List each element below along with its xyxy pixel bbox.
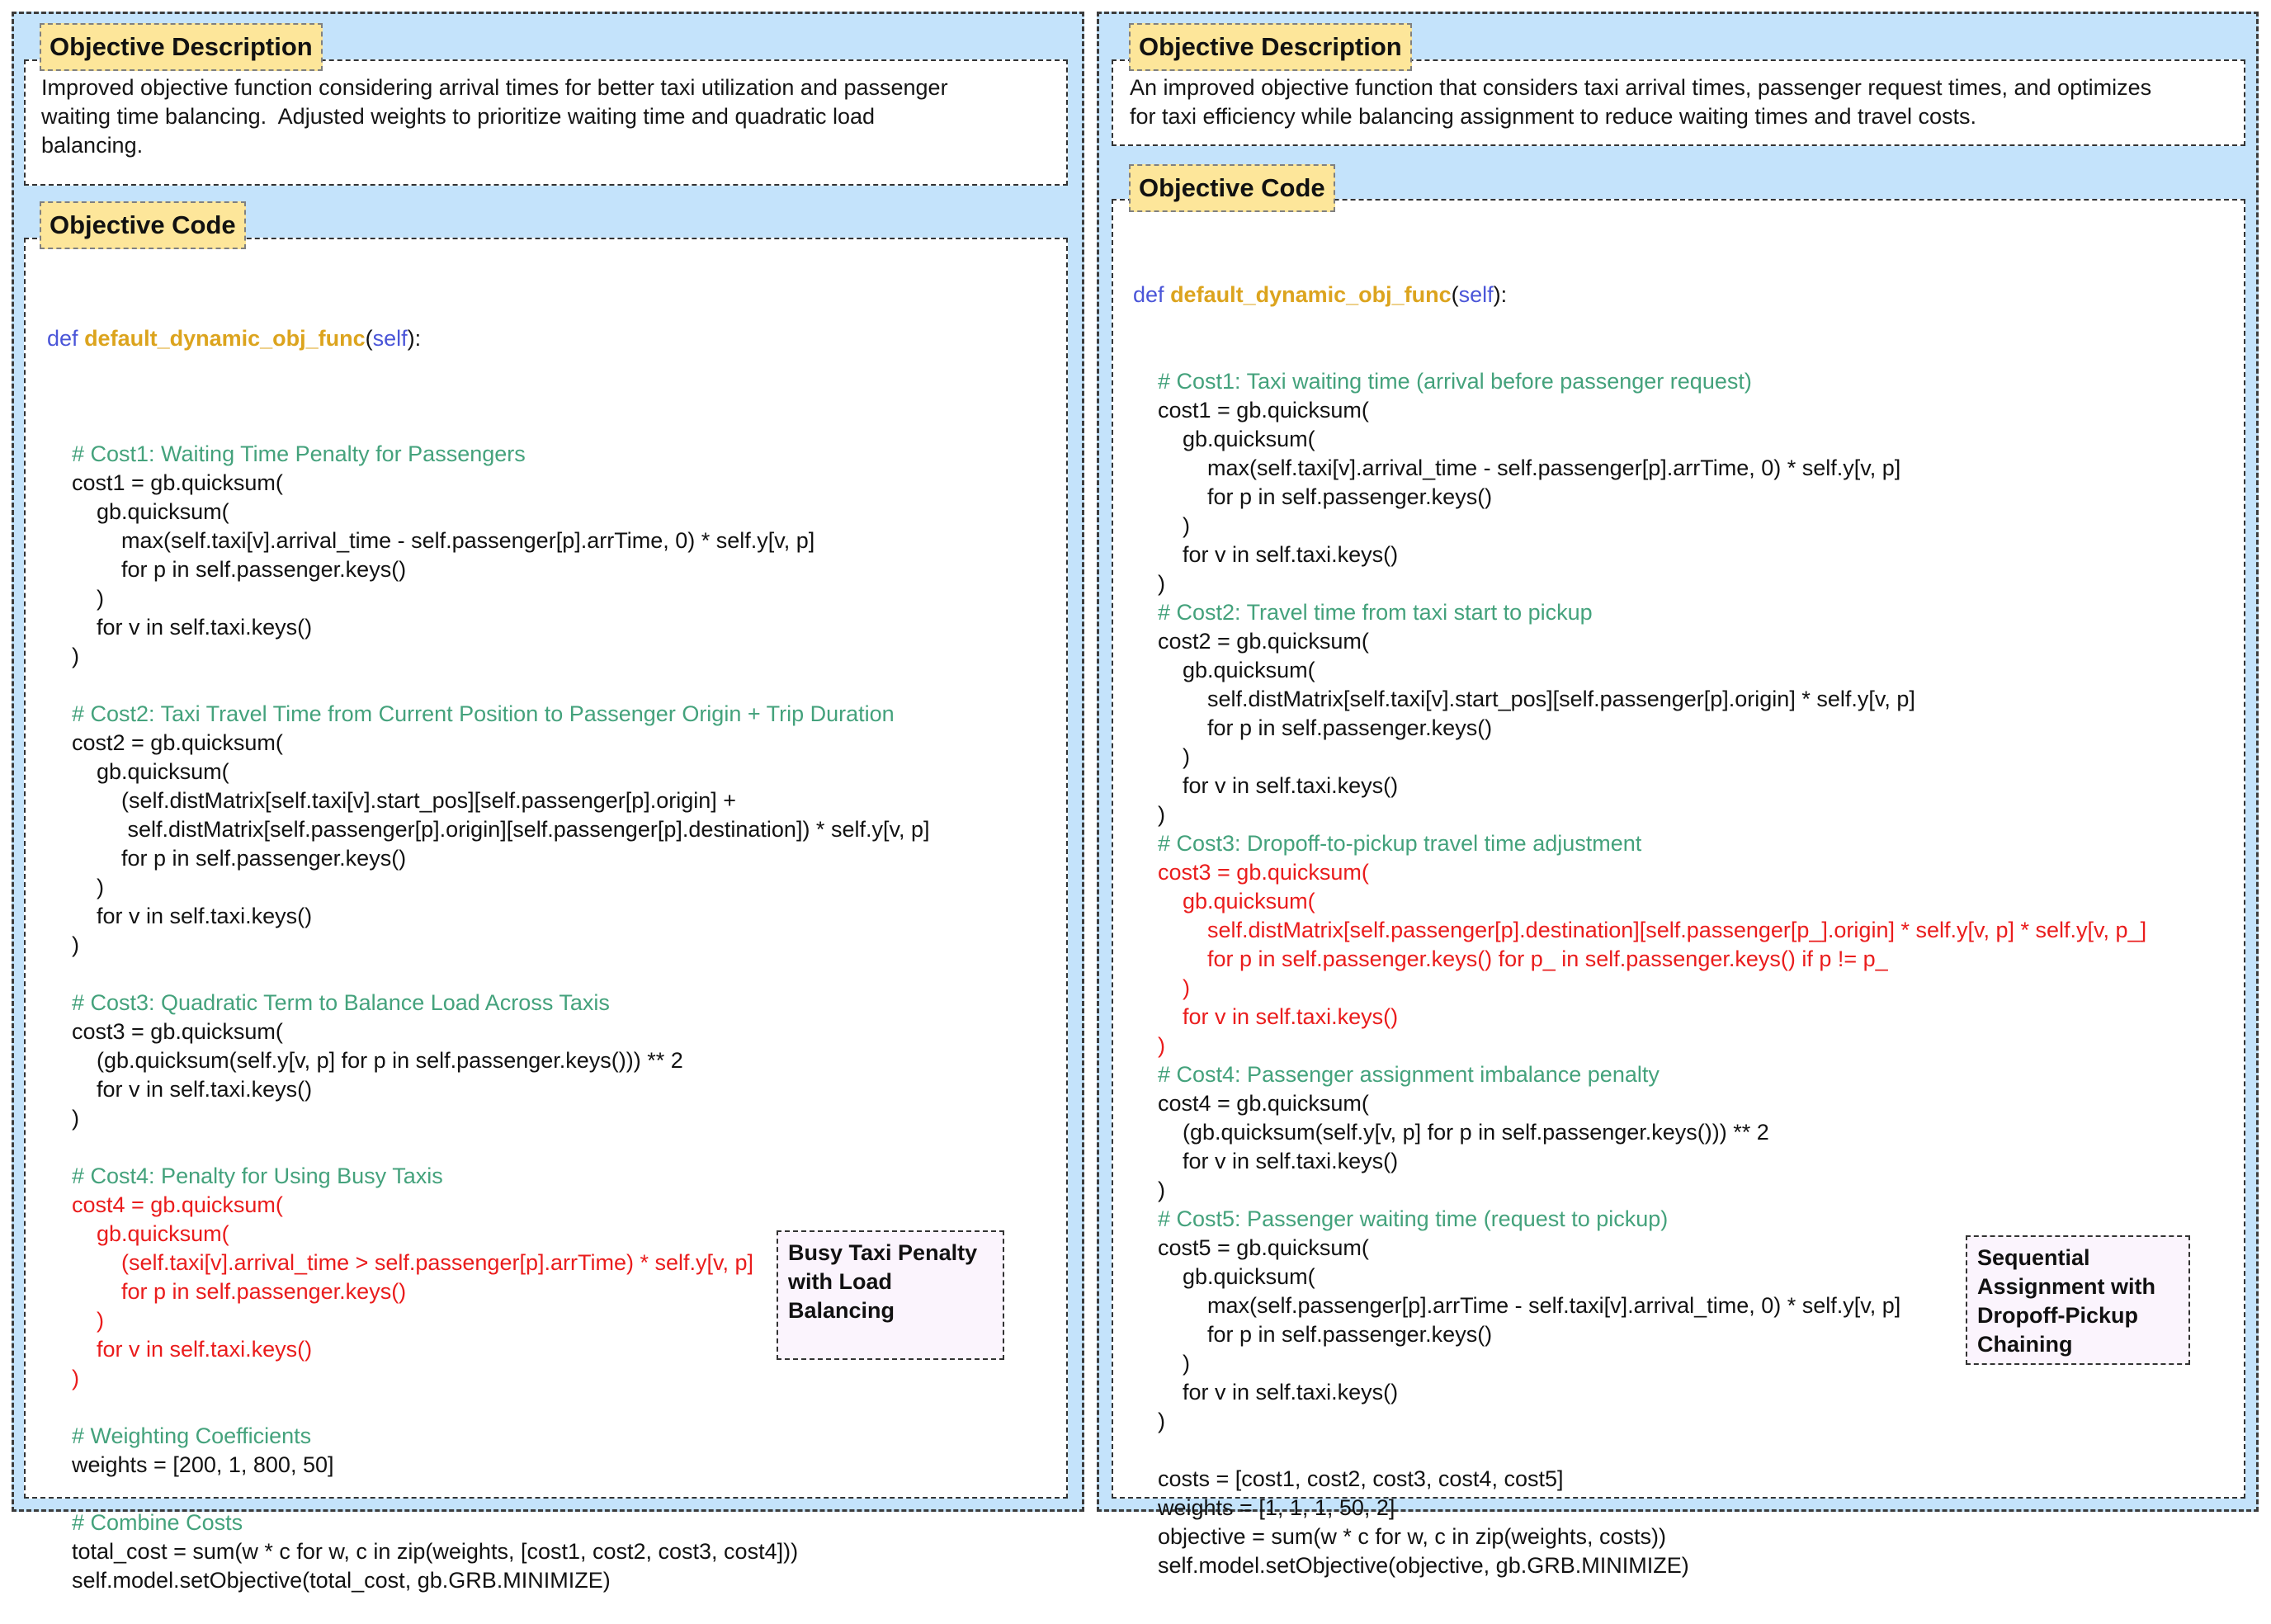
left-code-line: (gb.quicksum(self.y[v, p] for p in self.passenger.keys())) ** 2 (47, 1048, 683, 1073)
left-code-line: # Cost4: Penalty for Using Busy Taxis (47, 1164, 443, 1188)
left-def-keyword: def (47, 326, 78, 351)
right-code-line: # Cost5: Passenger waiting time (request to pickup) (1133, 1206, 1669, 1231)
right-code-line: # Cost2: Travel time from taxi start to pickup (1133, 600, 1593, 625)
left-code-line: ) (47, 875, 105, 899)
right-description-label: Objective Description (1129, 23, 1412, 71)
left-code-line: # Cost2: Taxi Travel Time from Current Position to Passenger Origin + Trip Duration (47, 701, 895, 726)
right-code-line (1133, 1436, 2146, 1465)
left-code-line: cost2 = gb.quicksum( (47, 730, 283, 755)
left-code-line: ) (47, 1308, 105, 1333)
left-code-line: gb.quicksum( (47, 499, 229, 524)
right-code-line: objective = sum(w * c for w, c in zip(weights, costs)) (1133, 1524, 1666, 1549)
left-function-name: default_dynamic_obj_func (84, 326, 366, 351)
right-code-line: ) (1133, 1409, 1165, 1433)
right-code-line: weights = [1, 1, 1, 50, 2] (1133, 1495, 1395, 1520)
right-code-line: for p in self.passenger.keys() (1133, 1322, 1493, 1347)
right-code-line: gb.quicksum( (1133, 889, 1315, 914)
left-code-line (47, 1393, 929, 1422)
right-code-line: ) (1133, 744, 1191, 769)
right-code-line: (gb.quicksum(self.y[v, p] for p in self.passenger.keys())) ** 2 (1133, 1120, 1769, 1145)
right-code-line: ) (1133, 571, 1165, 596)
left-signature-line (47, 324, 929, 353)
left-code-line: ) (47, 644, 79, 668)
right-code-line: cost2 = gb.quicksum( (1133, 629, 1369, 654)
right-code-line: cost3 = gb.quicksum( (1133, 860, 1369, 885)
right-close-signature: ): (1493, 282, 1508, 307)
right-code-line: max(self.passenger[p].arrTime - self.taxi[v].arrival_time, 0) * self.y[v, p] (1133, 1293, 1901, 1318)
right-code-line: cost1 = gb.quicksum( (1133, 398, 1369, 423)
left-code-line: total_cost = sum(w * c for w, c in zip(weights, [cost1, cost2, cost3, cost4])) (47, 1539, 799, 1564)
left-code-line (47, 1133, 929, 1162)
left-description-label: Objective Description (40, 23, 323, 71)
left-code-line: weights = [200, 1, 800, 50] (47, 1452, 334, 1477)
left-code-line: for p in self.passenger.keys() (47, 1279, 407, 1304)
right-code-block (1133, 223, 2146, 1609)
left-code-line: ) (47, 586, 105, 611)
right-code-line: # Cost4: Passenger assignment imbalance penalty (1133, 1062, 1660, 1087)
left-code-line: # Cost3: Quadratic Term to Balance Load Across Taxis (47, 990, 610, 1015)
right-code-line: # Cost1: Taxi waiting time (arrival before passenger request) (1133, 369, 1752, 394)
left-code-line: self.distMatrix[self.passenger[p].origin][self.passenger[p].destination]) * self.y[v, p] (47, 817, 930, 842)
left-code-line (47, 411, 929, 440)
right-code-line: self.model.setObjective(objective, gb.GRB.MINIMIZE) (1133, 1553, 1689, 1578)
left-close-signature: ): (407, 326, 422, 351)
right-code-lines (1133, 367, 2146, 1580)
left-code-line: for v in self.taxi.keys() (47, 1337, 313, 1362)
right-code-line: for v in self.taxi.keys() (1133, 1380, 1399, 1404)
left-code-line: # Weighting Coefficients (47, 1423, 312, 1448)
right-code-line: cost5 = gb.quicksum( (1133, 1235, 1369, 1260)
left-code-line: for p in self.passenger.keys() (47, 846, 407, 871)
right-code-line: for p in self.passenger.keys() (1133, 715, 1493, 740)
left-open-paren: ( (365, 326, 373, 351)
right-code-line: costs = [cost1, cost2, cost3, cost4, cost5] (1133, 1466, 1564, 1491)
right-code-line: self.distMatrix[self.passenger[p].destination][self.passenger[p_].origin] * self.y[v, p] * self.y[v, p_] (1133, 918, 2147, 942)
right-signature-line (1133, 281, 2146, 309)
left-code-line: cost1 = gb.quicksum( (47, 470, 283, 495)
right-code-line: ) (1133, 975, 1191, 1000)
right-code-label: Objective Code (1129, 164, 1335, 212)
left-code-line: # Cost1: Waiting Time Penalty for Passengers (47, 441, 526, 466)
left-code-line: for v in self.taxi.keys() (47, 615, 313, 640)
left-code-lines (47, 411, 929, 1595)
right-code-line: gb.quicksum( (1133, 1264, 1315, 1289)
right-code-line: gb.quicksum( (1133, 427, 1315, 451)
left-annotation-note: Busy Taxi Penalty with Load Balancing (777, 1230, 1004, 1360)
left-code-line: (self.taxi[v].arrival_time > self.passenger[p].arrTime) * self.y[v, p] (47, 1250, 754, 1275)
left-code-line: self.model.setObjective(total_cost, gb.GRB.MINIMIZE) (47, 1568, 611, 1593)
right-code-line: # Cost3: Dropoff-to-pickup travel time adjustment (1133, 831, 1642, 856)
left-code-line: gb.quicksum( (47, 1221, 229, 1246)
right-code-line: ) (1133, 1351, 1191, 1376)
left-code-line: cost4 = gb.quicksum( (47, 1192, 283, 1217)
right-code-line: gb.quicksum( (1133, 658, 1315, 682)
left-code-line: ) (47, 932, 79, 957)
left-code-block (47, 267, 929, 1624)
left-code-line: # Combine Costs (47, 1510, 243, 1535)
right-code-line: for v in self.taxi.keys() (1133, 773, 1399, 798)
right-code-line: for p in self.passenger.keys() (1133, 484, 1493, 509)
left-code-line (47, 960, 929, 989)
left-code-label: Objective Code (40, 201, 246, 249)
right-code-line: for v in self.taxi.keys() (1133, 1149, 1399, 1173)
right-code-line: ) (1133, 802, 1165, 827)
right-code-line: for v in self.taxi.keys() (1133, 542, 1399, 567)
left-self-arg: self (372, 326, 408, 351)
left-code-line: gb.quicksum( (47, 759, 229, 784)
left-description-text: Improved objective function considering arrival times for better taxi utilization and passenger waiting time balancing. Adjusted weights to prioritize waiting time and quadratic load balancing. (41, 75, 948, 158)
left-code-line: ) (47, 1366, 79, 1390)
left-code-line (47, 1480, 929, 1508)
right-code-line: ) (1133, 1178, 1165, 1202)
right-function-name: default_dynamic_obj_func (1170, 282, 1452, 307)
right-def-keyword: def (1133, 282, 1164, 307)
right-code-line: cost4 = gb.quicksum( (1133, 1091, 1369, 1116)
left-code-line: (self.distMatrix[self.taxi[v].start_pos][self.passenger[p].origin] + (47, 788, 737, 813)
left-code-line: for v in self.taxi.keys() (47, 904, 313, 928)
left-code-line: max(self.taxi[v].arrival_time - self.passenger[p].arrTime, 0) * self.y[v, p] (47, 528, 815, 553)
left-code-line: for v in self.taxi.keys() (47, 1077, 313, 1102)
right-code-line: self.distMatrix[self.taxi[v].start_pos][self.passenger[p].origin] * self.y[v, p] (1133, 687, 1915, 711)
right-code-line: ) (1133, 1033, 1165, 1058)
left-code-line: for p in self.passenger.keys() (47, 557, 407, 582)
right-code-line: max(self.taxi[v].arrival_time - self.passenger[p].arrTime, 0) * self.y[v, p] (1133, 456, 1901, 480)
right-description-text: An improved objective function that considers taxi arrival times, passenger request times, and optimizes for taxi efficiency while balancing assignment to reduce waiting times and travel costs. (1130, 75, 2152, 129)
right-annotation-note: Sequential Assignment with Dropoff-Pickup Chaining (1966, 1235, 2190, 1365)
right-self-arg: self (1458, 282, 1494, 307)
left-code-line: cost3 = gb.quicksum( (47, 1019, 283, 1044)
right-open-paren: ( (1451, 282, 1459, 307)
left-code-line (47, 671, 929, 700)
left-code-line: ) (47, 1106, 79, 1131)
right-code-line: for p in self.passenger.keys() for p_ in self.passenger.keys() if p != p_ (1133, 947, 1888, 971)
right-code-line: for v in self.taxi.keys() (1133, 1004, 1399, 1029)
right-code-line: ) (1133, 513, 1191, 538)
